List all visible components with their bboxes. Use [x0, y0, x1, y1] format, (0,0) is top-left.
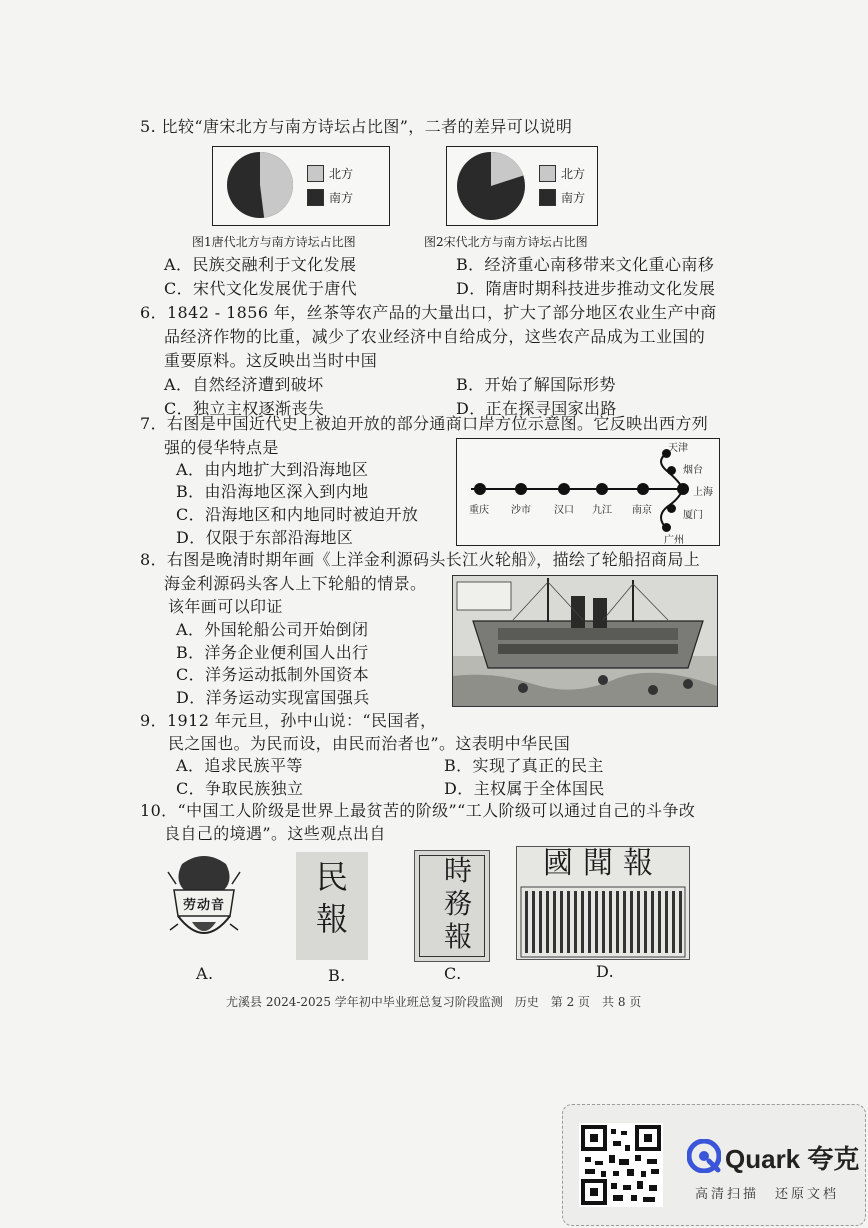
q5-stem: 5. 比较“唐宋北方与南方诗坛占比图”，二者的差异可以说明: [140, 117, 573, 136]
q6-option-b[interactable]: B．开始了解国际形势: [456, 375, 616, 394]
quark-tagline: 高清扫描 还原文档: [695, 1187, 840, 1202]
legend-north-label: 北方: [561, 167, 586, 181]
map-dot-hankou: [558, 483, 570, 495]
map-label-xiamen: 厦门: [683, 510, 703, 521]
legend-south-swatch: [539, 189, 556, 206]
q9-option-d[interactable]: D．主权属于全体国民: [444, 779, 605, 798]
q8-stem-line-1: 8．右图是晚清时期年画《上洋金利源码头长江火轮船》，描绘了轮船招商局上: [140, 550, 701, 569]
map-label-jiujiang: 九江: [592, 505, 612, 516]
q8-option-b[interactable]: B．洋务企业便利国人出行: [176, 643, 369, 662]
q8-steamship-print: [452, 575, 718, 707]
legend-north-label: 北方: [329, 167, 354, 181]
steamship-illustration: [453, 576, 717, 706]
map-dot-xiamen: [667, 504, 676, 513]
page-footer: 尤溪县 2024-2025 学年初中毕业班总复习阶段监测 历史 第 2 页 共 8 页: [226, 995, 642, 1009]
map-label-yantai: 烟台: [683, 465, 703, 476]
q7-option-b[interactable]: B．由沿海地区深入到内地: [176, 482, 369, 501]
paper-c-char-1: 時: [443, 854, 472, 887]
q9-stem-line-2: 民之国也。为民而设，由民而治者也”。这表明中华民国: [168, 734, 571, 753]
q5-option-c[interactable]: C．宋代文化发展优于唐代: [164, 279, 358, 298]
map-label-nanjing: 南京: [632, 505, 652, 516]
q10-label-a: A.: [196, 964, 214, 983]
q10-stem-line-1: 10．“中国工人阶级是世界上最贫苦的阶级”“工人阶级可以通过自己的斗争改: [140, 801, 696, 820]
map-label-chongqing: 重庆: [469, 505, 489, 516]
pie1-north-slice: [260, 152, 293, 218]
q8-option-d[interactable]: D．洋务运动实现富国强兵: [176, 688, 370, 707]
q7-option-d[interactable]: D．仅限于东部沿海地区: [176, 528, 354, 547]
q9-stem-line-1: 9．1912 年元旦，孙中山说：“民国者，: [140, 711, 437, 730]
map-label-hankou: 汉口: [554, 505, 574, 516]
option-a-masthead[interactable]: [164, 850, 244, 955]
quark-logo-icon: [687, 1139, 721, 1173]
q7-stem-line-2: 强的侵华特点是: [164, 438, 279, 457]
map-label-shashi: 沙市: [511, 505, 531, 516]
q10-stem-line-2: 良自己的境遇”。这些观点出自: [164, 824, 386, 843]
q5-figure-1: [212, 146, 390, 226]
q5-option-a[interactable]: A．民族交融利于文化发展: [164, 255, 357, 274]
q5-figure-1-caption: 图1唐代北方与南方诗坛占比图: [192, 235, 356, 249]
map-label-guangzhou: 广州: [664, 535, 684, 546]
q7-port-map: [456, 438, 720, 546]
q5-figure-2: [446, 146, 598, 226]
q9-option-a[interactable]: A．追求民族平等: [176, 756, 303, 775]
paper-b-char-1: 民: [315, 858, 348, 896]
qr-code-icon: [579, 1123, 663, 1207]
q8-stem-line-2: 海金利源码头客人上下轮船的情景。: [164, 574, 427, 593]
q6-option-d[interactable]: D．正在探寻国家出路: [456, 399, 617, 418]
map-dot-nanjing: [637, 483, 649, 495]
q9-option-c[interactable]: C．争取民族独立: [176, 779, 304, 798]
map-label-tianjin: 天津: [668, 443, 688, 454]
q6-stem-line-3: 重要原料。这反映出当时中国: [164, 351, 378, 370]
legend-south-swatch: [307, 189, 324, 206]
q7-option-a[interactable]: A．由内地扩大到沿海地区: [176, 460, 369, 479]
map-dot-shanghai: [677, 483, 689, 495]
legend-south-label: 南方: [329, 191, 354, 205]
q9-option-b[interactable]: B．实现了真正的民主: [444, 756, 604, 775]
q5-figure-2-caption: 图2宋代北方与南方诗坛占比图: [424, 235, 588, 249]
q10-label-d: D.: [596, 962, 615, 981]
paper-b-char-2: 報: [315, 900, 348, 938]
q5-pie-1: [225, 150, 295, 220]
legend-north-swatch: [539, 165, 556, 182]
quark-brand: Quark 夸克: [725, 1144, 860, 1174]
paper-c-char-3: 報: [443, 920, 472, 953]
legend-south-label: 南方: [561, 191, 586, 205]
q8-stem-line-3: 该年画可以印证: [168, 597, 283, 616]
q5-pie-2: [455, 150, 527, 222]
paper-d-columns: [517, 885, 689, 959]
q6-option-c[interactable]: C．独立主权逐渐丧失: [164, 399, 325, 418]
option-b-masthead[interactable]: [296, 852, 368, 960]
legend-north-swatch: [307, 165, 324, 182]
option-c-masthead[interactable]: [414, 850, 490, 962]
q7-option-c[interactable]: C．沿海地区和内地同时被迫开放: [176, 505, 419, 524]
map-dot-jiujiang: [596, 483, 608, 495]
option-d-masthead[interactable]: [516, 846, 690, 960]
map-label-shanghai: 上海: [693, 487, 713, 498]
paper-a-title: 劳动音: [182, 898, 225, 913]
q8-option-c[interactable]: C．洋务运动抵制外国资本: [176, 665, 370, 684]
map-dot-chongqing: [474, 483, 486, 495]
q7-stem-line-1: 7．右图是中国近代史上被迫开放的部分通商口岸方位示意图。它反映出西方列: [140, 414, 709, 433]
q5-option-d[interactable]: D．隋唐时期科技进步推动文化发展: [456, 279, 716, 298]
q6-stem-line-2: 品经济作物的比重，减少了农业经济中自给成分，这些农产品成为工业国的: [164, 327, 706, 346]
map-dot-shashi: [515, 483, 527, 495]
q6-stem-line-1: 6．1842 - 1856 年，丝茶等农产品的大量出口，扩大了部分地区农业生产中商: [140, 303, 717, 322]
quark-watermark-card: [562, 1104, 866, 1226]
map-dot-yantai: [667, 466, 676, 475]
q8-option-a[interactable]: A．外国轮船公司开始倒闭: [176, 620, 369, 639]
q6-option-a[interactable]: A．自然经济遭到破坏: [164, 375, 324, 394]
q10-label-b: B.: [328, 966, 346, 985]
paper-d-title: 國聞報: [543, 846, 663, 881]
q5-option-b[interactable]: B．经济重心南移带来文化重心南移: [456, 255, 715, 274]
paper-c-char-2: 務: [443, 887, 472, 920]
q10-label-c: C.: [444, 964, 462, 983]
